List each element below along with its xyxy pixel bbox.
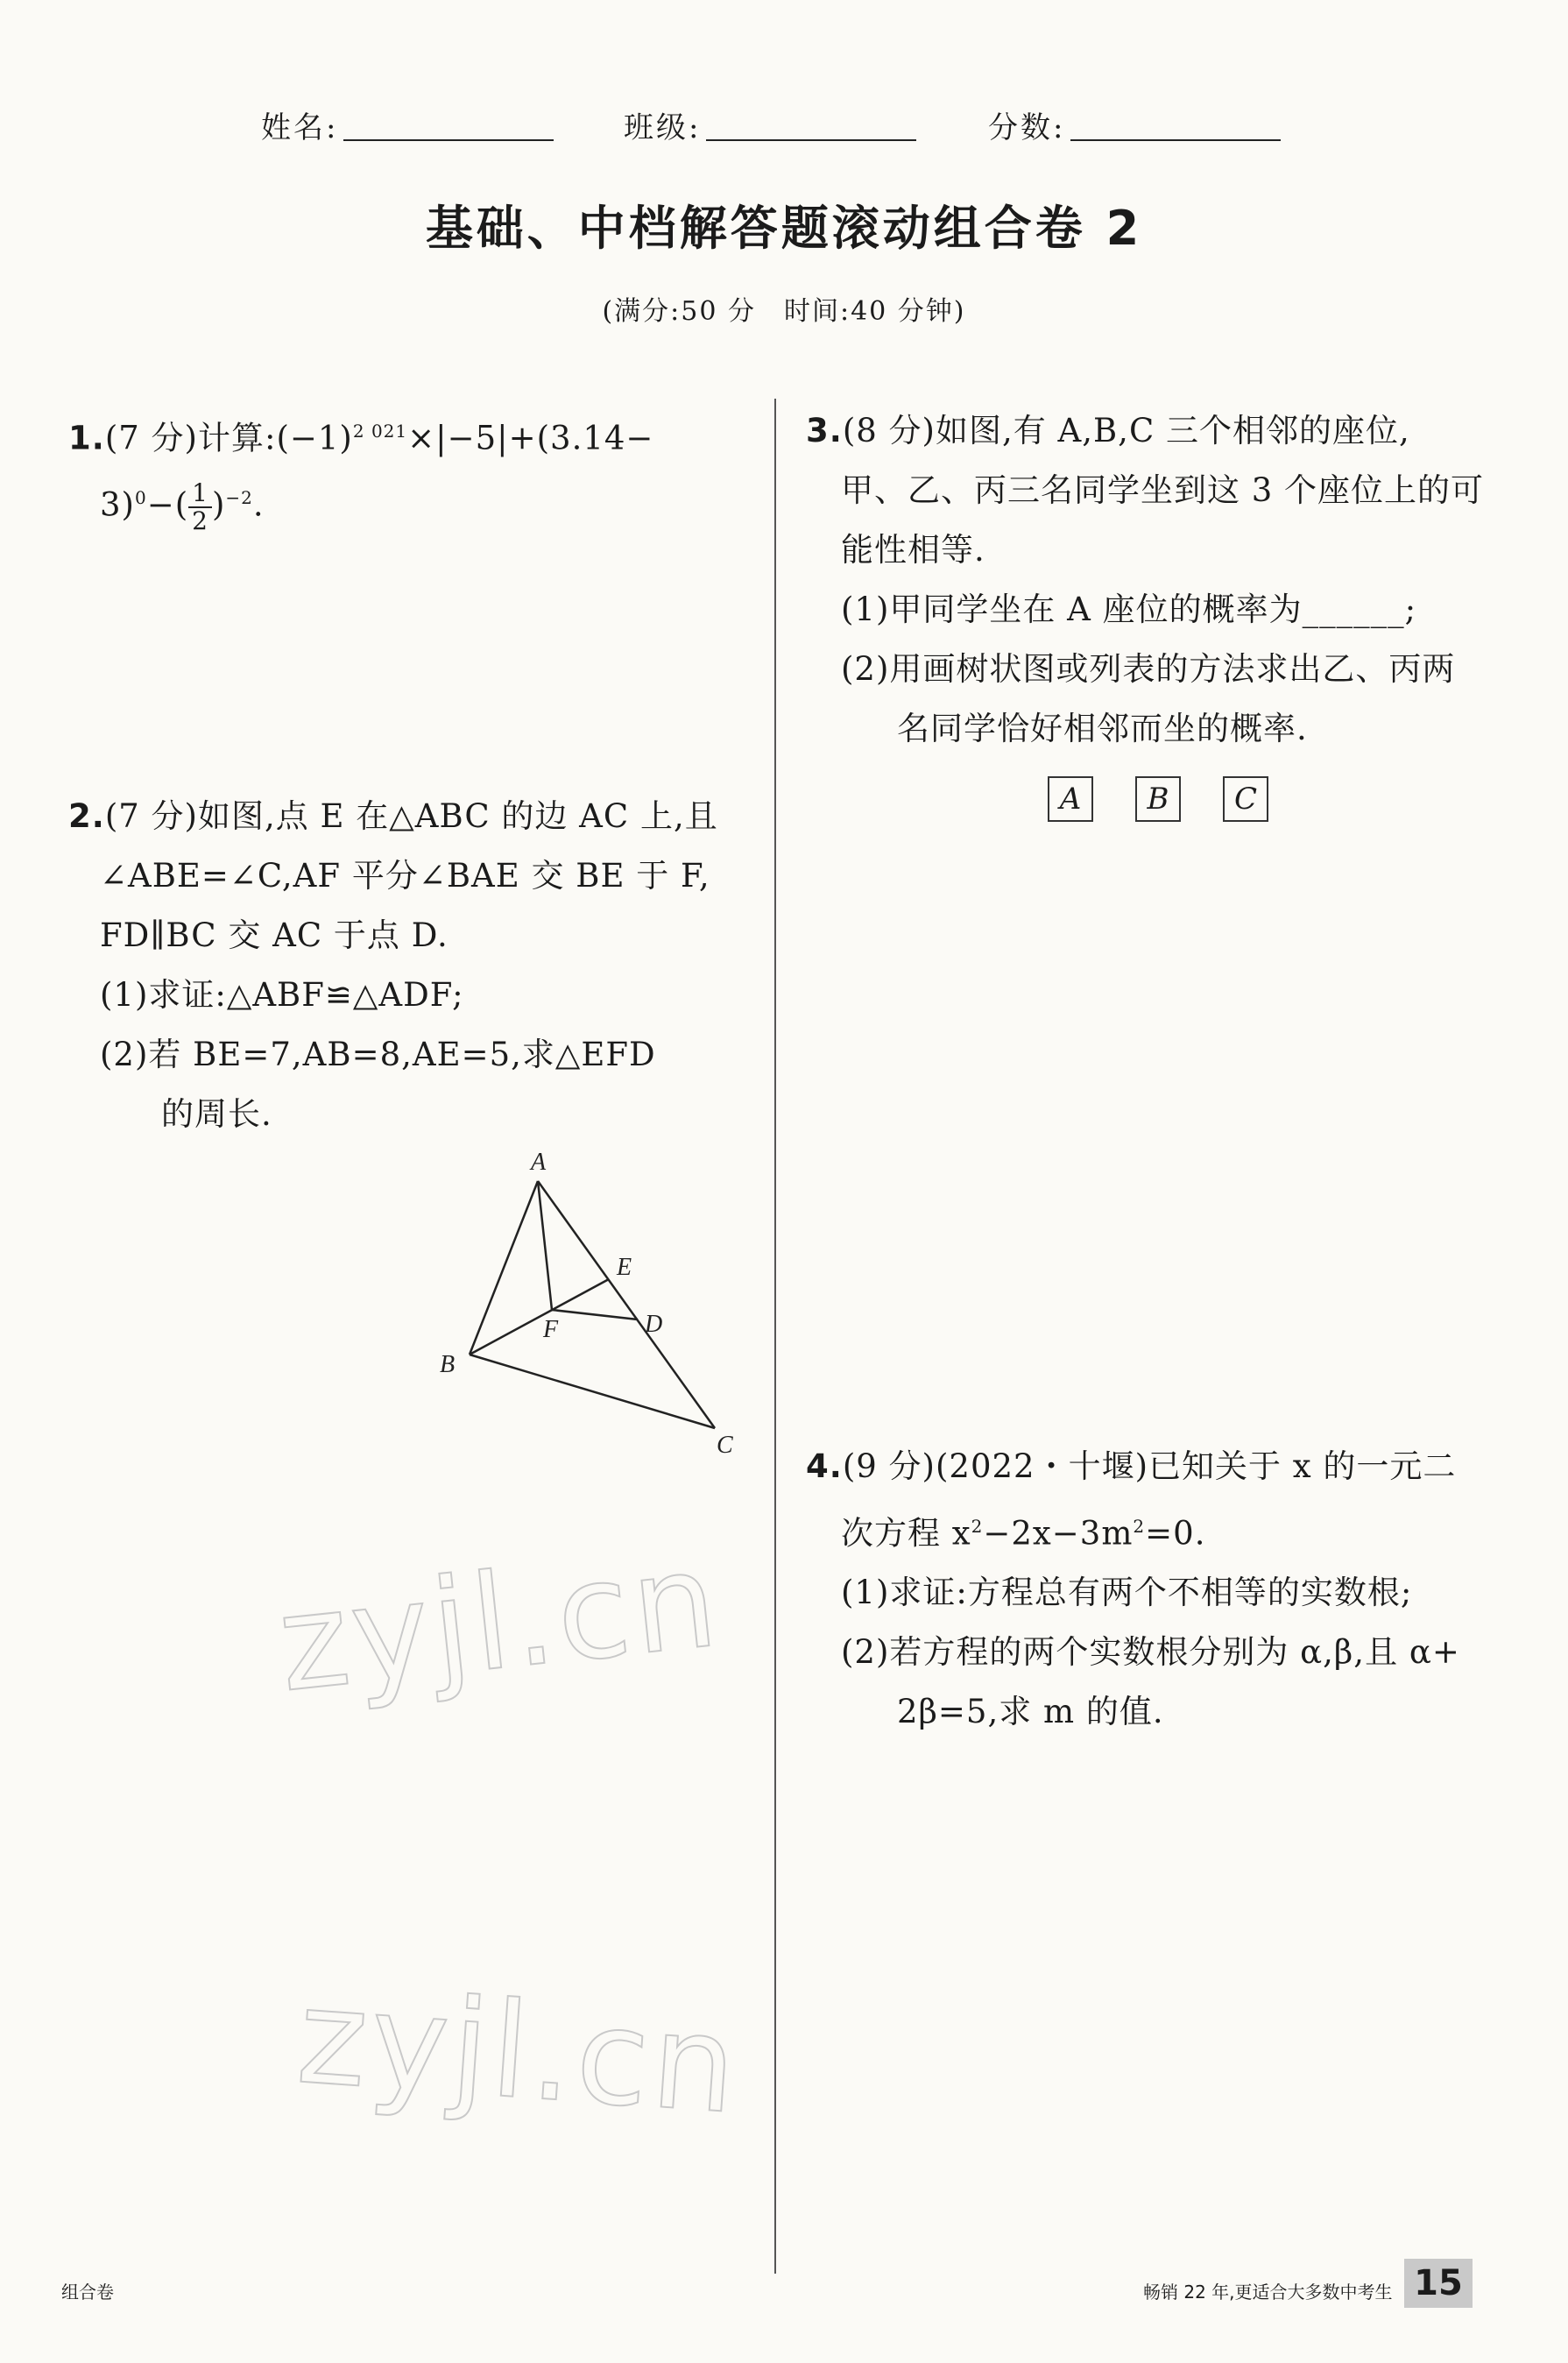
name-field [261, 103, 554, 146]
name-blank [343, 113, 554, 141]
q2-part2: (2)若 BE=7,AB=8,AE=5,求△EFD [100, 1036, 656, 1073]
segment-ac [538, 1181, 715, 1428]
seat-b: B [1135, 776, 1181, 822]
question-4: 4.(9 分)(2022・十堰)已知关于 x 的一元二 次方程 $x^2-2x-3m^2=0$. (1)求证:方程总有两个不相等的实数根; (2)若方程的两个实数根分别为 α,β,且 α+ 2β=5,求 m 的值. [806, 1437, 1524, 1742]
footer-right: 畅销 22 年,更适合大多数中考生 [1143, 2282, 1393, 2303]
segment-fd [552, 1310, 638, 1319]
label-c: C [717, 1432, 733, 1459]
q1-line1: 1.(7 分)计算$:(-1)^{2 021}\times|-5|+(3.14-$ [68, 419, 654, 457]
segment-af [538, 1181, 552, 1310]
label-b: B [440, 1351, 456, 1378]
q4-part2: (2)若方程的两个实数根分别为 α,β,且 α+ [841, 1633, 1460, 1672]
watermark-2: zyjl.cn [293, 1960, 745, 2144]
q4-number: 4. [806, 1447, 843, 1485]
page-title: 基础、中档解答题滚动组合卷 2 [425, 201, 1143, 256]
name-label: 姓名: [261, 110, 339, 145]
q2-part1: (1)求证:△ABF≌△ADF; [100, 976, 464, 1014]
segment-bc [470, 1355, 715, 1428]
triangle-figure [420, 1139, 753, 1463]
label-a: A [531, 1149, 547, 1176]
segment-be [470, 1279, 609, 1355]
seat-c: C [1223, 776, 1268, 822]
class-blank [706, 113, 916, 141]
score-blank [1070, 113, 1281, 141]
page-number: 15 [1404, 2259, 1473, 2308]
label-e: E [617, 1254, 632, 1281]
q3-part1: (1)甲同学坐在 A 座位的概率为______; [841, 591, 1417, 628]
q1-number: 1. [68, 419, 105, 457]
q1-fraction: $\frac{1}{2}$ [188, 480, 212, 534]
label-d: D [645, 1311, 663, 1338]
seat-a: A [1048, 776, 1093, 822]
footer-left: 组合卷 [61, 2282, 114, 2303]
score-field [988, 103, 1281, 146]
score-label: 分数: [988, 110, 1066, 145]
question-2: 2.(7 分)如图,点 E 在△ABC 的边 AC 上,且 ∠ABE=∠C,AF 平分∠BAE 交 BE 于 F, FD∥BC 交 AC 于点 D. (1)求证:△ABF≌△ADF; (2)若 BE=7,AB=8,AE=5,求△EFD 的周长. [68, 787, 769, 1144]
class-label: 班级: [624, 110, 702, 145]
q4-part1: (1)求证:方程总有两个不相等的实数根; [841, 1574, 1413, 1612]
question-1 [68, 401, 752, 535]
label-f: F [543, 1316, 559, 1343]
q3-number: 3. [806, 412, 843, 449]
q3-part2: (2)用画树状图或列表的方法求出乙、丙两 [841, 650, 1456, 688]
segment-ab [470, 1181, 538, 1355]
q2-number: 2. [68, 797, 105, 835]
page-subtitle: (满分:50 分 时间:40 分钟) [602, 296, 966, 327]
question-3: 3.(8 分)如图,有 A,B,C 三个相邻的座位, 甲、乙、丙三名同学坐到这 3 个座位上的可 能性相等. (1)甲同学坐在 A 座位的概率为______; (2)用画树状图或列表的方法求出乙、丙两 名同学恰好相邻而坐的概率. [806, 401, 1524, 759]
watermark-1: zyjl.cn [272, 1524, 727, 1722]
column-divider [774, 399, 776, 2274]
q1-line2: 3)$^0$−( $\frac{1}{2}$ )$^{-2}$. [100, 478, 265, 536]
class-field [624, 103, 916, 146]
